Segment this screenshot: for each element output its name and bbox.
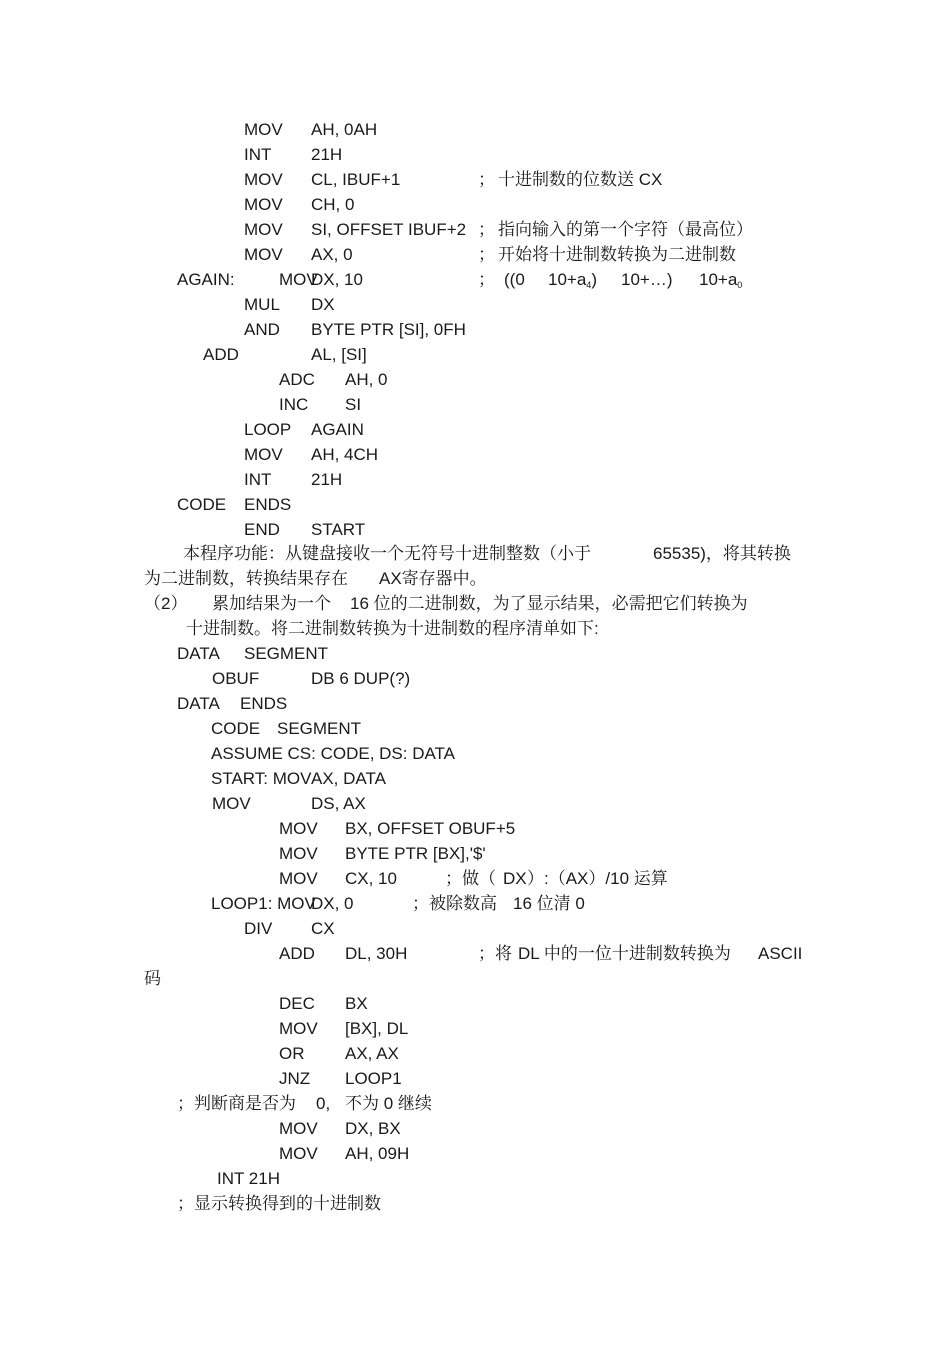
mnemonic: SEGMENT (244, 644, 329, 663)
mnemonic: MOV (279, 1119, 318, 1138)
comment-marker: ； (478, 220, 495, 239)
comment: 指向输入的第一个字符（最高位） (498, 220, 753, 239)
operand: AGAIN (311, 420, 364, 439)
operand: AX, AX (345, 1044, 399, 1063)
mnemonic: ADC (279, 370, 315, 389)
comment: 十进制数的位数送 CX (498, 170, 663, 189)
mnemonic: MOV (279, 869, 318, 888)
operand: DX, 10 (311, 270, 363, 289)
comment: ；被除数高 (412, 894, 497, 913)
mnemonic: ADD (279, 944, 315, 963)
text: 本程序功能：从键盘接收一个无符号十进制整数（小于 (183, 544, 591, 563)
mnemonic: ADD (203, 345, 239, 364)
operand: DL, 30H (345, 944, 408, 963)
mnemonic: MOV (244, 170, 283, 189)
directive: ASSUME CS: CODE, DS: DATA (211, 744, 456, 763)
mnemonic: DIV (244, 919, 273, 938)
operand: AX, 0 (311, 245, 353, 264)
mnemonic: MOV (244, 120, 283, 139)
operand: DX (311, 295, 335, 314)
comment: ；做（ (445, 869, 496, 888)
label: DATA (177, 694, 220, 713)
comment: ；判断商是否为 (177, 1094, 296, 1113)
comment: ；显示转换得到的十进制数 (177, 1194, 381, 1213)
comment-marker: ； (478, 245, 495, 264)
operand: DS, AX (311, 794, 366, 813)
operand: BYTE PTR [BX],'$' (345, 844, 486, 863)
mnemonic: JNZ (279, 1069, 311, 1088)
mnemonic: MOV (244, 445, 283, 464)
label: AGAIN: (177, 270, 235, 289)
mnemonic: ENDS (244, 495, 292, 514)
comment: 16 位清 0 (513, 894, 585, 913)
instruction: INT 21H (217, 1169, 280, 1188)
comment: ；将 (478, 944, 512, 963)
comment-marker: ； (478, 170, 495, 189)
formula-part: 10+…) (621, 270, 673, 289)
operand: 21H (311, 470, 343, 489)
mnemonic: AND (244, 320, 280, 339)
operand: BX (345, 994, 368, 1013)
operand: DX, BX (345, 1119, 401, 1138)
comment: 不为 0 继续 (345, 1094, 432, 1113)
text: AX寄存器中。 (379, 569, 487, 588)
operand: AH, 4CH (311, 445, 379, 464)
operand: [BX], DL (345, 1019, 409, 1038)
comment: ASCII (758, 944, 803, 963)
operand: CH, 0 (311, 195, 355, 214)
label: CODE (177, 495, 227, 514)
operand: AX, DATA (311, 769, 386, 788)
operand: LOOP1 (345, 1069, 402, 1088)
operand: BYTE PTR [SI], 0FH (311, 320, 466, 339)
mnemonic: MUL (244, 295, 280, 314)
comment: ）:（AX）/10 运算 (527, 869, 668, 888)
mnemonic: MOV (279, 844, 318, 863)
text: 为二进制数，转换结果存在 (144, 569, 348, 588)
mnemonic: MOV (279, 1144, 318, 1163)
comment: DX (503, 869, 527, 888)
mnemonic: SEGMENT (277, 719, 362, 738)
operand: BX, OFFSET OBUF+5 (345, 819, 516, 838)
mnemonic: MOV (279, 270, 318, 289)
mnemonic: MOV (279, 1019, 318, 1038)
mnemonic: INT (244, 145, 272, 164)
comment-marker: ； (478, 270, 495, 289)
section-number: （2） (144, 594, 188, 613)
mnemonic: ENDS (240, 694, 288, 713)
operand: START (311, 520, 366, 539)
mnemonic: MOV (244, 245, 283, 264)
operand: CL, IBUF+1 (311, 170, 401, 189)
operand: AL, [SI] (311, 345, 367, 364)
mnemonic: INT (244, 470, 272, 489)
formula-part: $10+a_0$ (699, 270, 743, 290)
text: 16 位的二进制数，为了显示结果，必需把它们转换为 (350, 594, 748, 613)
label: DATA (177, 644, 220, 663)
operand: AH, 0AH (311, 120, 378, 139)
operand: CX (311, 919, 335, 938)
mnemonic: INC (279, 395, 309, 414)
label-mnemonic: START: MOV (211, 769, 312, 788)
formula-part: ((0 (504, 270, 525, 289)
label: OBUF (212, 669, 260, 688)
comment: 开始将十进制数转换为二进制数 (498, 245, 736, 264)
mnemonic: END (244, 520, 280, 539)
operand: AH, 0 (345, 370, 388, 389)
mnemonic: OR (279, 1044, 305, 1063)
text: 十进制数。将二进制数转换为十进制数的程序清单如下: (186, 619, 599, 638)
mnemonic: MOV (244, 220, 283, 239)
comment: 码 (144, 969, 161, 988)
comment: DL 中的一位十进制数转换为 (518, 944, 731, 963)
operand: DB 6 DUP(?) (311, 669, 411, 688)
mnemonic: MOV (212, 794, 251, 813)
operand: SI, OFFSET IBUF+2 (311, 220, 467, 239)
operand: CX, 10 (345, 869, 397, 888)
label-mnemonic: LOOP1: MOV (211, 894, 316, 913)
text: 累加结果为一个 (212, 594, 331, 613)
text: 65535)，将其转换 (653, 544, 791, 563)
mnemonic: LOOP (244, 420, 292, 439)
operand: DX, 0 (311, 894, 354, 913)
operand: SI (345, 395, 362, 414)
comment: 0, (316, 1094, 331, 1113)
mnemonic: MOV (279, 819, 318, 838)
mnemonic: DEC (279, 994, 315, 1013)
operand: 21H (311, 145, 343, 164)
operand: AH, 09H (345, 1144, 410, 1163)
mnemonic: MOV (244, 195, 283, 214)
label: CODE (211, 719, 261, 738)
formula-part: $10+a_4$) (548, 270, 597, 290)
